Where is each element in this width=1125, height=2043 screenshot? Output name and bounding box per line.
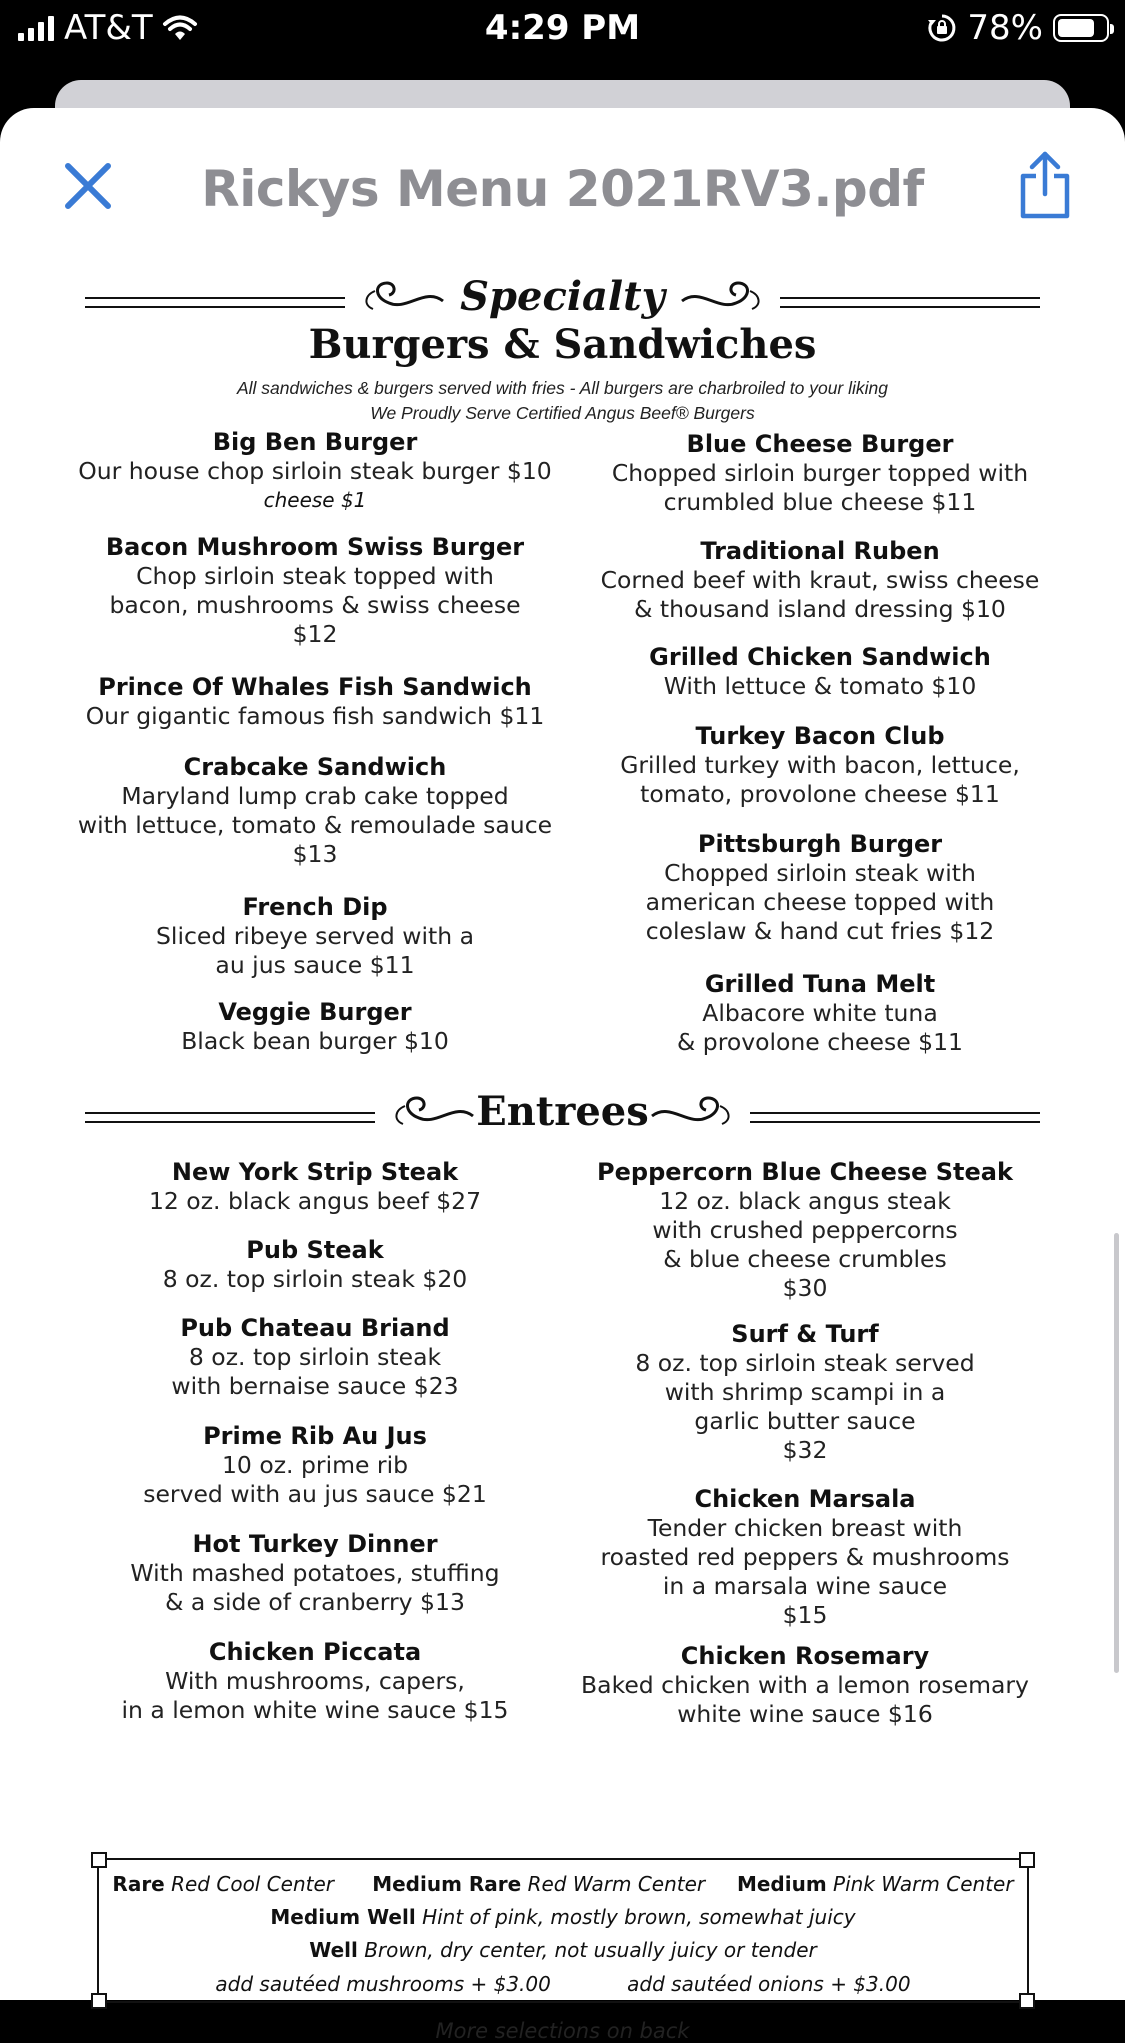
menu-item-description: $13 — [292, 840, 338, 868]
entrees-flourish-right-icon — [650, 1088, 740, 1133]
menu-item-name: Grilled Tuna Melt — [704, 970, 936, 998]
menu-item-description: white wine sauce $16 — [677, 1700, 933, 1728]
menu-item — [70, 998, 560, 1056]
menu-item-description: roasted red peppers & mushrooms — [600, 1543, 1010, 1571]
menu-item — [585, 970, 1055, 1057]
menu-item-description: Baked chicken with a lemon rosemary — [581, 1671, 1029, 1699]
medium-desc: Pink Warm Center — [833, 1872, 1014, 1896]
medium-well-desc: Hint of pink, mostly brown, somewhat juicy — [422, 1905, 856, 1929]
addon-mushrooms: add sautéed mushrooms + $3.00 — [215, 1972, 551, 1996]
menu-item-description: Tender chicken breast with — [647, 1514, 963, 1542]
header-rule-right — [780, 297, 1040, 308]
menu-item — [580, 1158, 1030, 1303]
menu-item-description: Grilled turkey with bacon, lettuce, — [620, 751, 1020, 779]
medium-label: Medium — [736, 1872, 827, 1896]
menu-item — [85, 1314, 545, 1401]
doneness-line-1 — [99, 1872, 1027, 1896]
menu-item-description: au jus sauce $11 — [215, 951, 415, 979]
entrees-title: Entrees — [476, 1088, 649, 1135]
specialty-left-column — [70, 428, 560, 1088]
specialty-note-2: We Proudly Serve Certified Angus Beef® Burgers — [370, 403, 755, 423]
orientation-lock-icon — [927, 13, 957, 43]
menu-item-name: French Dip — [242, 893, 388, 921]
menu-item-name: Prime Rib Au Jus — [203, 1422, 427, 1450]
menu-item-name: Grilled Chicken Sandwich — [649, 643, 991, 671]
battery-icon — [1053, 14, 1109, 42]
menu-item — [85, 1236, 545, 1294]
rare-label: Rare — [112, 1872, 165, 1896]
menu-item-name: Traditional Ruben — [700, 537, 940, 565]
menu-item-name: New York Strip Steak — [171, 1158, 459, 1186]
menu-item-name: Big Ben Burger — [212, 428, 418, 456]
menu-item-name: Chicken Rosemary — [680, 1642, 930, 1670]
menu-item — [85, 1158, 545, 1216]
menu-item — [70, 673, 560, 731]
battery-percent: 78% — [967, 8, 1043, 48]
entrees-left-column — [85, 1158, 545, 1724]
menu-item-name: Veggie Burger — [218, 998, 412, 1026]
menu-item-name: Surf & Turf — [731, 1320, 879, 1348]
addons-line — [99, 1972, 1027, 1996]
menu-item-description: Black bean burger $10 — [181, 1027, 449, 1055]
document-title: Rickys Menu 2021RV3.pdf — [201, 160, 924, 218]
menu-item-description: with shrimp scampi in a — [664, 1378, 946, 1406]
specialty-title: Specialty — [460, 273, 665, 320]
corner-ornament-icon — [1019, 1852, 1035, 1868]
menu-item-description: Chop sirloin steak topped with — [136, 562, 494, 590]
menu-item-description: 12 oz. black angus steak — [659, 1187, 951, 1215]
menu-item-description: & provolone cheese $11 — [676, 1028, 963, 1056]
carrier-label: AT&T — [64, 8, 153, 48]
entrees-rule-right — [750, 1112, 1040, 1123]
menu-item-description: $32 — [782, 1436, 828, 1464]
menu-item-description: Chopped sirloin burger topped with — [611, 459, 1029, 487]
status-bar — [0, 0, 1125, 60]
menu-item-name: Peppercorn Blue Cheese Steak — [597, 1158, 1013, 1186]
menu-item-description: Maryland lump crab cake topped — [121, 782, 509, 810]
menu-item-name: Crabcake Sandwich — [183, 753, 447, 781]
menu-item — [580, 1642, 1030, 1729]
menu-item-description: & a side of cranberry $13 — [165, 1588, 465, 1616]
menu-item-name: Pub Steak — [246, 1236, 384, 1264]
menu-item-description: $15 — [782, 1601, 828, 1629]
menu-item-description: bacon, mushrooms & swiss cheese — [109, 591, 521, 619]
menu-item — [85, 1530, 545, 1617]
menu-item-name: Chicken Piccata — [208, 1638, 422, 1666]
menu-item — [85, 1638, 545, 1725]
menu-item-name: Chicken Marsala — [694, 1485, 916, 1513]
menu-item — [70, 428, 560, 514]
menu-item-description: Our house chop sirloin steak burger $10 — [78, 457, 552, 485]
menu-item-name: Turkey Bacon Club — [695, 722, 945, 750]
rare-desc: Red Cool Center — [171, 1872, 335, 1896]
menu-item-description: Sliced ribeye served with a — [156, 922, 474, 950]
menu-item — [585, 537, 1055, 624]
menu-item — [585, 830, 1055, 946]
menu-item-extra: cheese $1 — [263, 488, 367, 512]
battery-level — [1058, 19, 1094, 37]
menu-item — [70, 533, 560, 649]
menu-item-name: Bacon Mushroom Swiss Burger — [105, 533, 525, 561]
flourish-right-icon — [680, 273, 770, 318]
doneness-guide — [97, 1858, 1029, 2003]
burgers-sandwiches-title: Burgers & Sandwiches — [308, 321, 817, 368]
menu-item-name: Pittsburgh Burger — [697, 830, 943, 858]
menu-item-description: 12 oz. black angus beef $27 — [148, 1187, 482, 1215]
status-time: 4:29 PM — [484, 8, 641, 48]
menu-item-name: Prince Of Whales Fish Sandwich — [98, 673, 532, 701]
menu-item-description: 8 oz. top sirloin steak served — [635, 1349, 975, 1377]
menu-item — [585, 643, 1055, 701]
menu-item — [70, 753, 560, 869]
menu-item — [580, 1320, 1030, 1465]
scrollbar-thumb[interactable] — [1114, 1233, 1119, 1673]
medium-well-label: Medium Well — [270, 1905, 416, 1929]
corner-ornament-icon — [91, 1852, 107, 1868]
menu-item — [85, 1422, 545, 1509]
menu-item-description: served with au jus sauce $21 — [143, 1480, 487, 1508]
menu-item-description: 8 oz. top sirloin steak $20 — [162, 1265, 468, 1293]
viewer-header — [0, 108, 1125, 263]
menu-item-description: $30 — [782, 1274, 828, 1302]
well-label: Well — [309, 1938, 358, 1962]
menu-item-description: With lettuce & tomato $10 — [663, 672, 977, 700]
share-icon[interactable] — [1017, 150, 1073, 220]
menu-item-description: with crushed peppercorns — [652, 1216, 958, 1244]
well-desc: Brown, dry center, not usually juicy or tender — [364, 1938, 817, 1962]
menu-item-description: in a lemon white wine sauce $15 — [121, 1696, 509, 1724]
menu-item-description: tomato, provolone cheese $11 — [640, 780, 1000, 808]
pdf-viewer-sheet — [0, 108, 1125, 2043]
menu-item-description: $12 — [292, 620, 338, 648]
menu-item-description: american cheese topped with — [645, 888, 995, 916]
addon-onions: add sautéed onions + $3.00 — [627, 1972, 911, 1996]
menu-item-description: with lettuce, tomato & remoulade sauce — [77, 811, 553, 839]
menu-item-description: 10 oz. prime rib — [221, 1451, 409, 1479]
specialty-right-column — [585, 430, 1055, 1090]
menu-item-description: Albacore white tuna — [702, 999, 938, 1027]
menu-item-description: with bernaise sauce $23 — [171, 1372, 459, 1400]
menu-item-description: crumbled blue cheese $11 — [663, 488, 977, 516]
footer-note: More selections on back — [435, 2019, 690, 2043]
menu-item-description: With mashed potatoes, stuffing — [130, 1559, 500, 1587]
menu-item-description: Chopped sirloin steak with — [664, 859, 976, 887]
menu-item-description: in a marsala wine sauce — [662, 1572, 948, 1600]
menu-item-description: 8 oz. top sirloin steak — [188, 1343, 442, 1371]
menu-item-description: Corned beef with kraut, swiss cheese — [600, 566, 1040, 594]
menu-item-description: & blue cheese crumbles — [663, 1245, 947, 1273]
menu-item — [580, 1485, 1030, 1630]
menu-item-name: Blue Cheese Burger — [686, 430, 954, 458]
menu-item — [585, 722, 1055, 809]
menu-item-name: Hot Turkey Dinner — [192, 1530, 438, 1558]
pdf-page[interactable] — [0, 263, 1125, 2043]
entrees-header — [85, 1088, 1040, 1148]
specialty-note-1: All sandwiches & burgers served with fries - All burgers are charbroiled to your liking — [236, 378, 889, 398]
entrees-right-column — [580, 1158, 1030, 1728]
menu-item-description: coleslaw & hand cut fries $12 — [645, 917, 995, 945]
medium-rare-desc: Red Warm Center — [527, 1872, 706, 1896]
doneness-line-3 — [99, 1938, 1027, 1962]
medium-rare-label: Medium Rare — [372, 1872, 522, 1896]
menu-item-description: With mushrooms, capers, — [165, 1667, 465, 1695]
menu-item — [70, 893, 560, 980]
doneness-line-2 — [99, 1905, 1027, 1929]
menu-item-description: garlic butter sauce — [694, 1407, 916, 1435]
menu-item — [585, 430, 1055, 517]
menu-item-description: Our gigantic famous fish sandwich $11 — [85, 702, 545, 730]
menu-item-description: & thousand island dressing $10 — [634, 595, 1006, 623]
menu-item-name: Pub Chateau Briand — [180, 1314, 450, 1342]
